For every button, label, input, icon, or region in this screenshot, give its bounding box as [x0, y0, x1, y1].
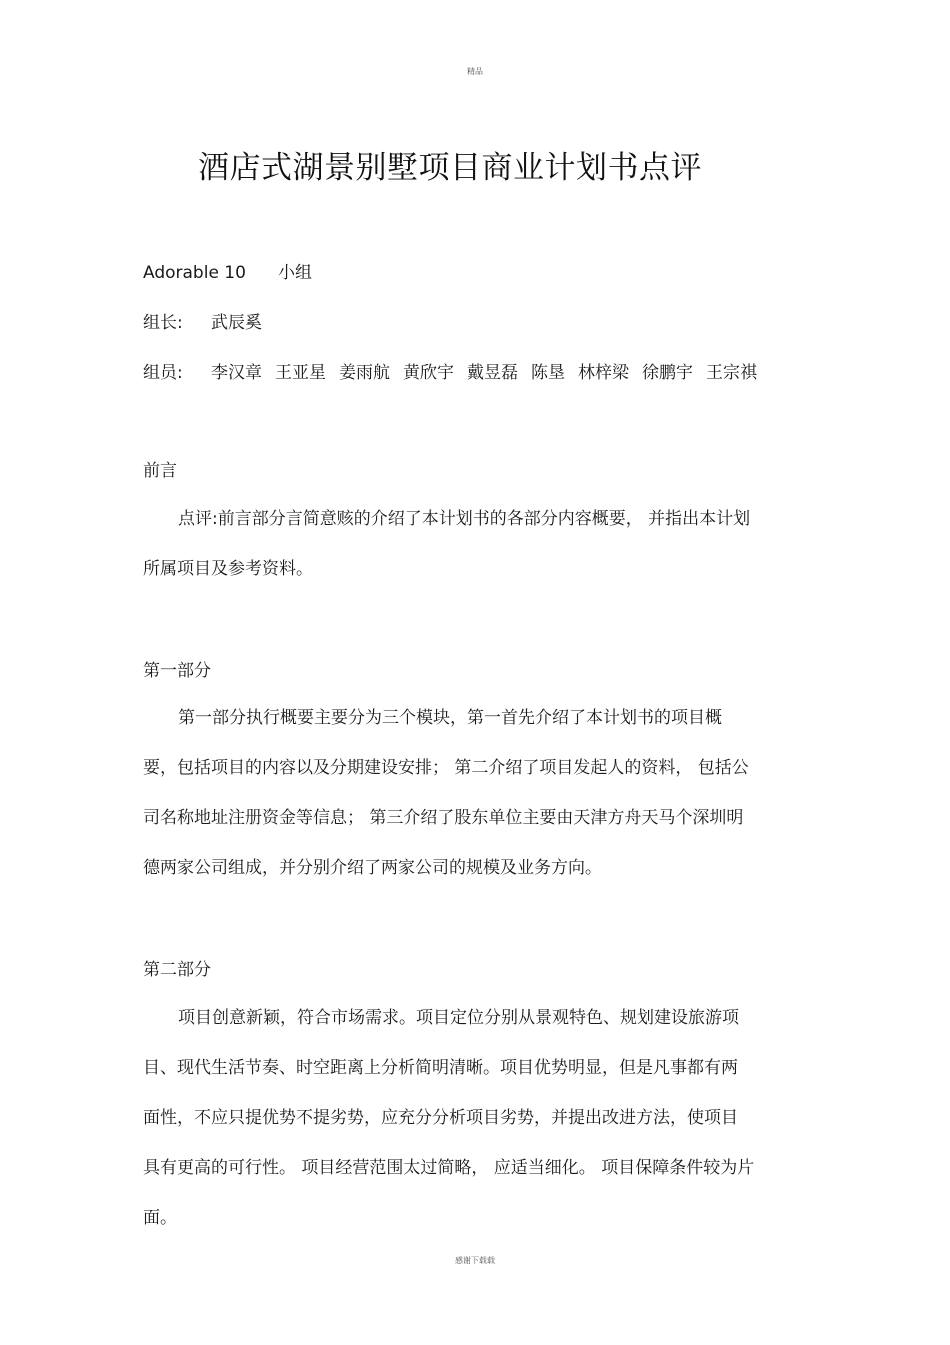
body-line: 所属项目及参考资料。: [143, 559, 313, 579]
leader-label: 组长:: [143, 313, 183, 333]
member-name: 陈垦: [531, 363, 565, 383]
section-heading-part-one: 第一部分: [143, 661, 211, 681]
member-name: 黄欣宇: [403, 363, 454, 383]
group-name: Adorable 10: [143, 263, 246, 283]
member-name: 林梓梁: [578, 363, 629, 383]
body-line: 点评:前言部分言简意赅的介绍了本计划书的各部分内容概要， 并指出本计划: [178, 509, 751, 529]
member-name: 王宗祺: [706, 363, 757, 383]
body-line: 面。: [143, 1208, 177, 1228]
member-name: 徐鹏宇: [642, 363, 693, 383]
section-heading-part-two: 第二部分: [143, 960, 211, 980]
members-line: [143, 358, 770, 383]
header-watermark: 精品: [467, 67, 483, 76]
body-line: 要，包括项目的内容以及分期建设安排； 第二介绍了项目发起人的资料， 包括公: [143, 758, 749, 778]
document-title: 酒店式湖景别墅项目商业计划书点评: [198, 150, 702, 186]
leader-name: 武辰奚: [211, 313, 262, 333]
section-body-part-one: [143, 703, 808, 903]
body-line: 项目创意新颖，符合市场需求。项目定位分别从景观特色、规划建设旅游项: [178, 1008, 739, 1028]
group-name-line: [143, 258, 312, 283]
body-line: 德两家公司组成，并分别介绍了两家公司的规模及业务方向。: [143, 858, 602, 878]
member-name: 王亚星: [275, 363, 326, 383]
section-body-part-two: [143, 1003, 808, 1253]
section-body-preface: [143, 504, 808, 604]
member-name: 戴昱磊: [467, 363, 518, 383]
body-line: 目、现代生活节奏、时空距离上分析简明清晰。项目优势明显，但是凡事都有两: [143, 1058, 738, 1078]
body-line: 具有更高的可行性。 项目经营范围太过简略， 应适当细化。 项目保障条件较为片: [143, 1158, 755, 1178]
members-label: 组员:: [143, 363, 183, 383]
section-heading-preface: 前言: [143, 461, 177, 481]
group-suffix: 小组: [277, 263, 312, 283]
leader-line: [143, 308, 262, 333]
body-line: 面性，不应只提优势不提劣势，应充分分析项目劣势，并提出改进方法，使项目: [143, 1108, 738, 1128]
footer-watermark: 感谢下载载: [455, 1256, 495, 1265]
member-name: 李汉章: [211, 363, 262, 383]
body-line: 司名称地址注册资金等信息； 第三介绍了股东单位主要由天津方舟天马个深圳明: [143, 808, 744, 828]
member-name: 姜雨航: [339, 363, 390, 383]
body-line: 第一部分执行概要主要分为三个模块，第一首先介绍了本计划书的项目概: [178, 708, 722, 728]
